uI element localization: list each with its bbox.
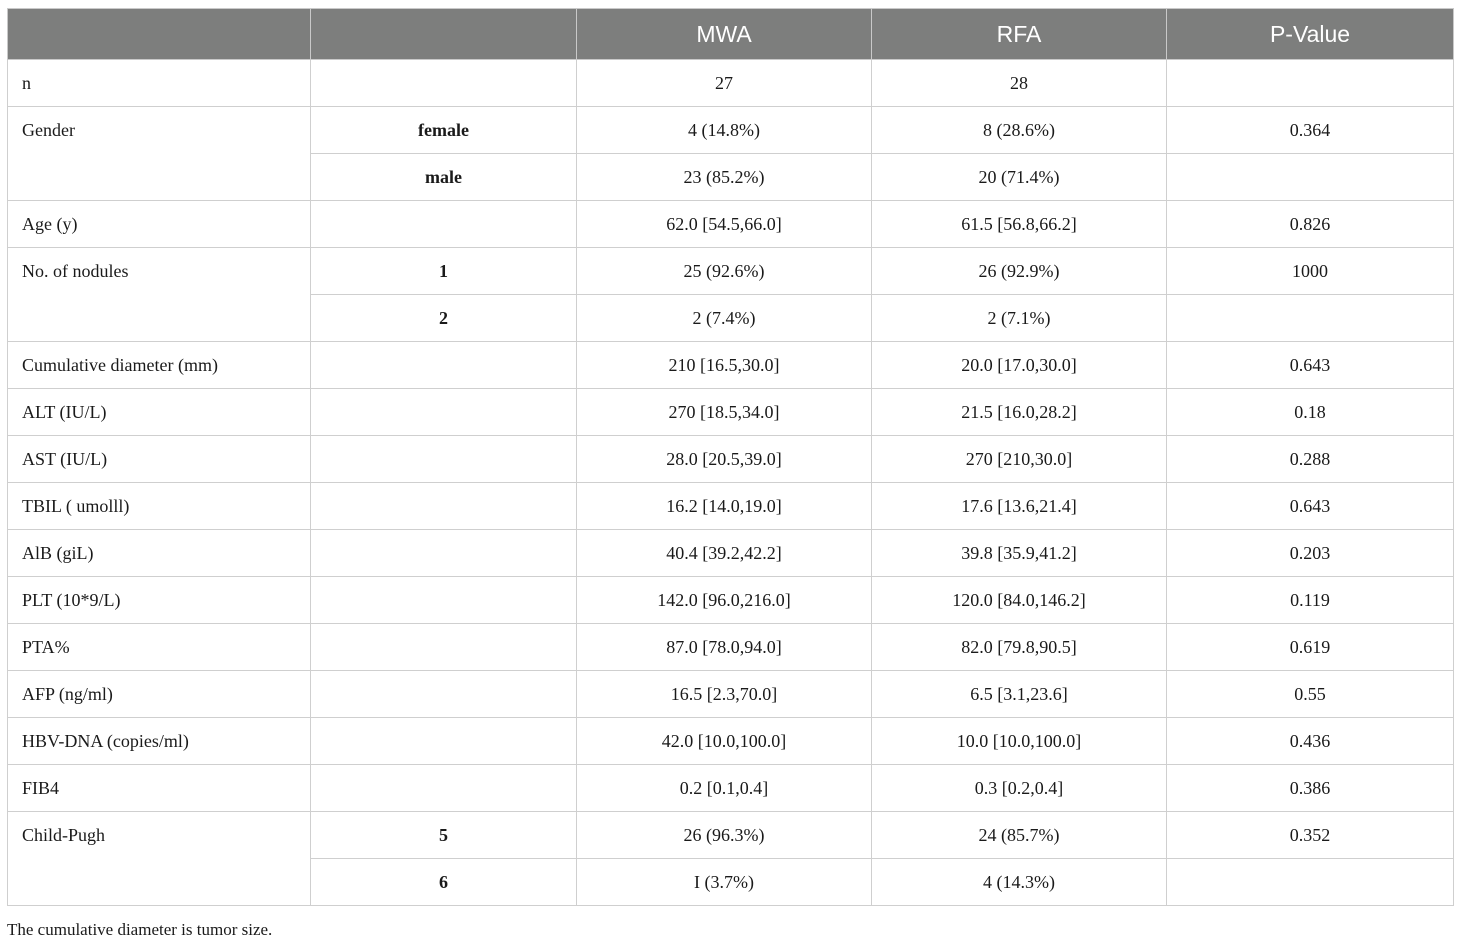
cell-mwa: 0.2 [0.1,0.4] — [577, 765, 872, 812]
cell-mwa: 16.2 [14.0,19.0] — [577, 483, 872, 530]
row-label: n — [8, 60, 311, 107]
row-subgroup — [311, 671, 577, 718]
row-subgroup — [311, 624, 577, 671]
cell-rfa: 61.5 [56.8,66.2] — [872, 201, 1167, 248]
cell-rfa: 21.5 [16.0,28.2] — [872, 389, 1167, 436]
cell-mwa: 142.0 [96.0,216.0] — [577, 577, 872, 624]
cell-mwa: 28.0 [20.5,39.0] — [577, 436, 872, 483]
cell-mwa: 270 [18.5,34.0] — [577, 389, 872, 436]
cell-rfa: 8 (28.6%) — [872, 107, 1167, 154]
cell-rfa: 10.0 [10.0,100.0] — [872, 718, 1167, 765]
row-label: AST (IU/L) — [8, 436, 311, 483]
row-label: AlB (giL) — [8, 530, 311, 577]
table-row — [8, 671, 1454, 718]
cell-p-value: 0.119 — [1167, 577, 1454, 624]
header-cell-sub — [311, 9, 577, 60]
row-label: No. of nodules — [8, 248, 311, 342]
cell-rfa: 26 (92.9%) — [872, 248, 1167, 295]
cell-mwa: 4 (14.8%) — [577, 107, 872, 154]
row-subgroup: female — [311, 107, 577, 154]
row-subgroup — [311, 530, 577, 577]
cell-mwa: 87.0 [78.0,94.0] — [577, 624, 872, 671]
table-row — [8, 342, 1454, 389]
table-row — [8, 577, 1454, 624]
table-row — [8, 60, 1454, 107]
row-subgroup — [311, 577, 577, 624]
cell-rfa: 39.8 [35.9,41.2] — [872, 530, 1167, 577]
cell-p-value: 1000 — [1167, 248, 1454, 295]
table-row — [8, 718, 1454, 765]
cell-mwa: 2 (7.4%) — [577, 295, 872, 342]
cell-rfa: 120.0 [84.0,146.2] — [872, 577, 1167, 624]
cell-p-value: 0.55 — [1167, 671, 1454, 718]
row-label: ALT (IU/L) — [8, 389, 311, 436]
cell-rfa: 20.0 [17.0,30.0] — [872, 342, 1167, 389]
cell-mwa: 62.0 [54.5,66.0] — [577, 201, 872, 248]
cell-mwa: 25 (92.6%) — [577, 248, 872, 295]
table-row — [8, 483, 1454, 530]
row-subgroup — [311, 765, 577, 812]
row-label: Age (y) — [8, 201, 311, 248]
cell-p-value: 0.352 — [1167, 812, 1454, 859]
cell-p-value — [1167, 859, 1454, 906]
row-label: HBV-DNA (copies/ml) — [8, 718, 311, 765]
cell-p-value: 0.18 — [1167, 389, 1454, 436]
cell-p-value: 0.643 — [1167, 342, 1454, 389]
cell-rfa: 4 (14.3%) — [872, 859, 1167, 906]
data-table — [7, 8, 1454, 906]
cell-p-value — [1167, 60, 1454, 107]
table-row — [8, 389, 1454, 436]
cell-mwa: 40.4 [39.2,42.2] — [577, 530, 872, 577]
row-subgroup — [311, 483, 577, 530]
row-subgroup: male — [311, 154, 577, 201]
cell-rfa: 28 — [872, 60, 1167, 107]
row-subgroup — [311, 718, 577, 765]
row-subgroup — [311, 342, 577, 389]
table-footnote: The cumulative diameter is tumor size. — [7, 920, 273, 939]
row-label: Cumulative diameter (mm) — [8, 342, 311, 389]
header-cell-p-value: P-Value — [1167, 9, 1454, 60]
table-row — [8, 765, 1454, 812]
header-cell-label — [8, 9, 311, 60]
cell-mwa: 42.0 [10.0,100.0] — [577, 718, 872, 765]
cell-p-value — [1167, 295, 1454, 342]
row-subgroup: 2 — [311, 295, 577, 342]
cell-rfa: 20 (71.4%) — [872, 154, 1167, 201]
cell-rfa: 2 (7.1%) — [872, 295, 1167, 342]
cell-p-value — [1167, 154, 1454, 201]
table-row — [8, 248, 1454, 295]
cell-rfa: 82.0 [79.8,90.5] — [872, 624, 1167, 671]
row-label: PTA% — [8, 624, 311, 671]
header-row — [8, 9, 1454, 60]
cell-mwa: 210 [16.5,30.0] — [577, 342, 872, 389]
row-subgroup — [311, 60, 577, 107]
cell-rfa: 0.3 [0.2,0.4] — [872, 765, 1167, 812]
cell-mwa: 23 (85.2%) — [577, 154, 872, 201]
cell-p-value: 0.619 — [1167, 624, 1454, 671]
row-subgroup — [311, 201, 577, 248]
cell-p-value: 0.643 — [1167, 483, 1454, 530]
cell-rfa: 6.5 [3.1,23.6] — [872, 671, 1167, 718]
cell-p-value: 0.288 — [1167, 436, 1454, 483]
cell-mwa: I (3.7%) — [577, 859, 872, 906]
cell-p-value: 0.826 — [1167, 201, 1454, 248]
cell-mwa: 16.5 [2.3,70.0] — [577, 671, 872, 718]
cell-p-value: 0.386 — [1167, 765, 1454, 812]
row-label: PLT (10*9/L) — [8, 577, 311, 624]
cell-rfa: 270 [210,30.0] — [872, 436, 1167, 483]
table-row — [8, 107, 1454, 154]
table-row — [8, 530, 1454, 577]
header-cell-mwa: MWA — [577, 9, 872, 60]
row-subgroup: 1 — [311, 248, 577, 295]
table-row — [8, 436, 1454, 483]
row-label: AFP (ng/ml) — [8, 671, 311, 718]
cell-rfa: 24 (85.7%) — [872, 812, 1167, 859]
cell-p-value: 0.364 — [1167, 107, 1454, 154]
row-label: FIB4 — [8, 765, 311, 812]
row-label: Child-Pugh — [8, 812, 311, 906]
row-subgroup: 5 — [311, 812, 577, 859]
row-subgroup — [311, 436, 577, 483]
cell-p-value: 0.436 — [1167, 718, 1454, 765]
cell-rfa: 17.6 [13.6,21.4] — [872, 483, 1167, 530]
cell-mwa: 26 (96.3%) — [577, 812, 872, 859]
table-row — [8, 812, 1454, 859]
row-label: Gender — [8, 107, 311, 201]
row-label: TBIL ( umolll) — [8, 483, 311, 530]
table-row — [8, 624, 1454, 671]
cell-mwa: 27 — [577, 60, 872, 107]
row-subgroup — [311, 389, 577, 436]
row-subgroup: 6 — [311, 859, 577, 906]
header-cell-rfa: RFA — [872, 9, 1167, 60]
table-row — [8, 201, 1454, 248]
cell-p-value: 0.203 — [1167, 530, 1454, 577]
